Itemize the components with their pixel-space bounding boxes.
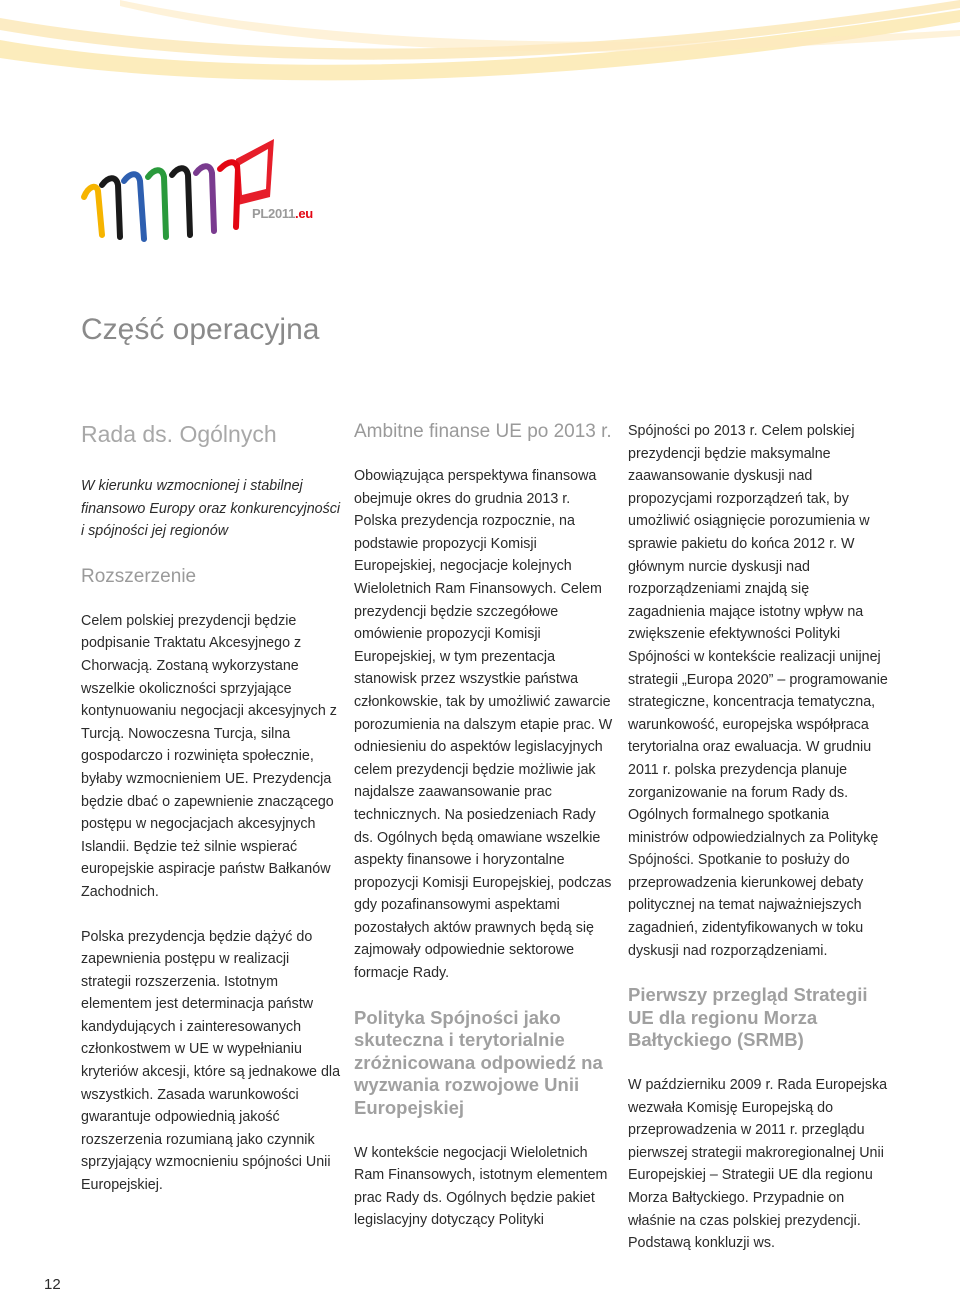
col3-paragraph-1: Spójności po 2013 r. Celem polskiej prezydencji będzie maksymalne zaawansowanie dyskusji nad propozycjami rozporządzeń tak, by umożliwić osiągnięcie porozumienia w sprawie pakietu do końca 2012 r. W głównym nurcie dyskusji nad rozporządzeniami znajdą się zagadnienia mające istotny wpływ na zwiększenie efektywności Polityki Spójności w kontekście realizacji unijnej strategii „Europa 2020” – programowanie strategiczne, koncentracja tematyczna, warunkowość, europejska współpraca terytorialna oraz ewaluacja. W grudniu 2011 r. polska prezydencja planuje zorganizowanie na forum Rady ds. Ogólnych formalnego spotkania ministrów odpowiedzialnych za Politykę Spójności. Spotkanie to posłuży do przeprowadzenia kierunkowej debaty politycznej na temat najważniejszych zagadnień, zidentyfikowanych w toku dyskusji nad rozporządzeniami.: [628, 423, 888, 959]
col3-heading: Pierwszy przegląd Strategii UE dla regionu Morza Bałtyckiego (SRMB): [628, 984, 868, 1051]
col3-paragraph-2: W październiku 2009 r. Rada Europejska wezwała Komisję Europejską do przeprowadzenia w 2011 r. przeglądu pierwszej strategii makroregionalnej Unii Europejskiej – Strategii UE dla regionu Morza Bałtyckiego. Przypadnie on właśnie na czas polskiej prezydencji. Podstawą konkluzji ws.: [628, 1077, 888, 1252]
logo-text-pl: PL2011: [252, 206, 296, 221]
col1-subheading: Rozszerzenie: [81, 565, 197, 587]
logo-wordmark: [252, 206, 313, 221]
section-title: Część operacyjna: [81, 313, 320, 346]
col2-paragraph-2: W kontekście negocjacji Wieloletnich Ram Finansowych, istotnym elementem prac Rady ds. Ogólnych będzie pakiet legislacyjny dotyczący Polityki: [354, 1144, 608, 1229]
pl2011-logo: [78, 135, 328, 245]
col2-heading: Ambitne finanse UE po 2013 r.: [354, 421, 612, 442]
column-1: [81, 420, 343, 1197]
col1-heading: Rada ds. Ogólnych: [81, 421, 277, 447]
column-2: [354, 420, 614, 1232]
col2-paragraph-1: Obowiązująca perspektywa finansowa obejmuje okres do grudnia 2013 r. Polska prezydencja rozpocznie, na podstawie propozycji Komisji Europejskiej, negocjacje kolejnych Wieloletnich Ram Finansowych. Celem prezydencji będzie szczegółowe omówienie propozycji Komisji Europejskiej, w tym prezentacja stanowisk przez wszystkie państwa członkowskie, tak by umożliwić zawarcie porozumienia na dalszym etapie prac. W odniesieniu do aspektów legislacyjnych celem prezydencji będzie możliwie jak najdalsze zaawansowanie prac technicznych. Na posiedzeniach Rady ds. Ogólnych będą omawiane wszelkie aspekty finansowe i horyzontalne propozycji Komisji Europejskiej, podczas gdy pozafinansowymi aspektami pozostałych aktów prawnych będą się zajmowały odpowiednie sektorowe formacje Rady.: [354, 468, 613, 982]
header-swoosh-decoration: [0, 0, 960, 110]
col2-heading-2: Polityka Spójności jako skuteczna i terytorialnie zróżnicowana odpowiedź na wyzwania rozwojowe Unii Europejskiej: [354, 1006, 603, 1119]
column-3: [628, 420, 888, 1255]
col1-paragraph-2: Polska prezydencja będzie dążyć do zapewnienia postępu w realizacji strategii rozszerzenia. Istotnym elementem jest determinacja państw kandydujących i zainteresowanych członkostwem w UE w wypełnianiu kryteriów akcesji, które są jednakowe dla wszystkich. Zasada warunkowości gwarantuje odpowiednią jakość rozszerzenia rozumianą jako czynnik sprzyjający wzmocnieniu spójności Unii Europejskiej.: [81, 928, 341, 1194]
col1-paragraph-1: Celem polskiej prezydencji będzie podpisanie Traktatu Akcesyjnego z Chorwacją. Zostaną wykorzystane wszelkie okoliczności sprzyjające kontynuowaniu negocjacji akcesyjnych z Turcją. Nowoczesna Turcja, silna gospodarczo i rozwinięta społecznie, byłaby wzmocnieniem UE. Prezydencja będzie dbać o zapewnienie znaczącego postępu w negocjacjach akcesyjnych Islandii. Będzie też silnie wspierać europejskie aspiracje państw Bałkanów Zachodnich.: [81, 612, 337, 900]
page-number: 12: [44, 1276, 61, 1293]
col1-intro: W kierunku wzmocnionej i stabilnej finansowo Europy oraz konkurencyjności i spójności jej regionów: [81, 478, 341, 540]
logo-text-eu: .eu: [295, 206, 313, 221]
